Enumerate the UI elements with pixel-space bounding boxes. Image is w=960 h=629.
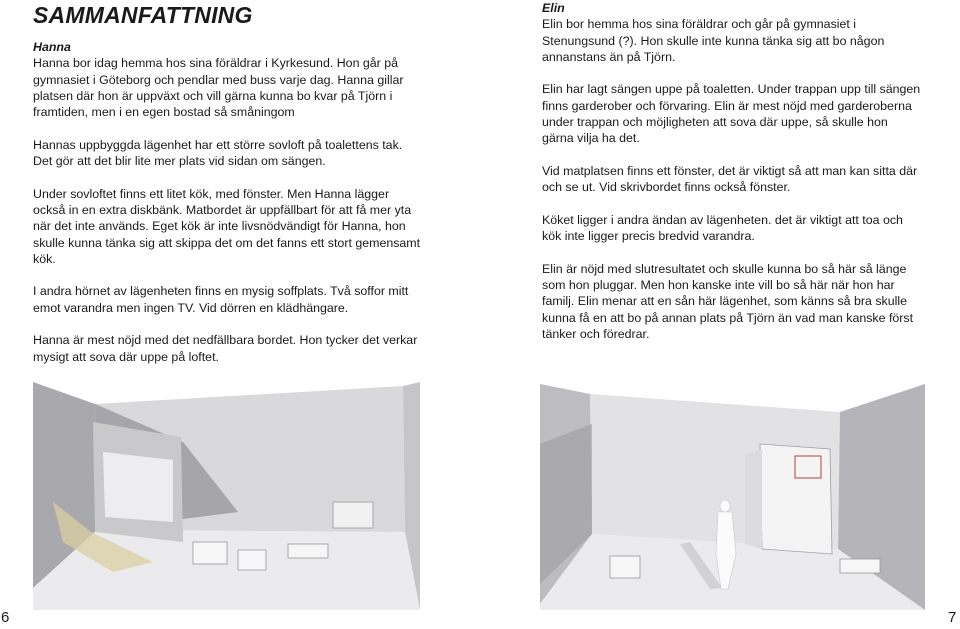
elin-paragraph-3: Vid matplatsen finns ett fönster, det är viktigt så att man kan sitta där och se ut. Vid skrivbordet finns också fönster. — [542, 163, 918, 195]
hanna-model-photo — [33, 382, 420, 610]
page-number-right: 7 — [948, 609, 957, 626]
hanna-section — [33, 39, 423, 381]
elin-section — [542, 0, 922, 359]
elin-paragraph-2: Elin har lagt sängen uppe på toaletten. Under trappan upp till sängen finns garderober och förvaring. Elin är mest nöjd med garderoberna under trappan och möjligheten att sova där uppe, så skulle hon gärna vilja ha det. — [542, 82, 921, 146]
page-number-left: 6 — [1, 609, 10, 626]
hanna-paragraph-4: I andra hörnet av lägenheten finns en mysig soffplats. Två soffor mitt emot varandra men ingen TV. Vid dörren en klädhängare. — [33, 284, 409, 315]
elin-paragraph-4: Köket ligger i andra ändan av lägenheten. det är viktigt att toa och kök inte ligger precis bredvid varandra. — [542, 212, 903, 244]
hanna-paragraph-3: Under sovloftet finns ett litet kök, med fönster. Men Hanna lägger också in en extra diskbänk. Matbordet är uppfällbart för att få mer yta när det inte används. Eget kök är inte livsnödvändigt för Hanna, hon skulle kunna tänka sig att skippa det om det fanns ett stort gemensamt kök. — [33, 186, 421, 266]
page-title: SAMMANFATTNING — [33, 2, 253, 28]
elin-name: Elin — [542, 1, 565, 15]
right-page — [480, 0, 960, 629]
hanna-paragraph-2: Hannas uppbyggda lägenhet har ett större sovloft på toalettens tak. Det gör att det blir lite mer plats vid sidan om sängen. — [33, 137, 403, 169]
hanna-paragraph-1: Hanna bor idag hemma hos sina föräldrar i Kyrkesund. Hon går på gymnasiet i Göteborg och pendlar med buss varje dag. Hanna gillar platsen där hon är uppväxt och vill gärna kunna bo kvar på Tjörn i framtiden, men i en egen bostad så småningom — [33, 56, 404, 120]
elin-paragraph-5: Elin är nöjd med slutresultatet och skulle kunna bo så här så länge som hon pluggar. Men hon kanske inte vill bo så här när hon har familj. Elin menar att en sån här lägenhet, som känns så bra skulle kunna få en att bo på annan plats på Tjörn än vad man kanske först tänker och föredrar. — [542, 261, 914, 341]
elin-paragraph-1: Elin bor hemma hos sina föräldrar och går på gymnasiet i Stenungsund (?). Hon skulle inte kunna tänka sig att bo någon annanstans än på Tjörn. — [542, 17, 885, 64]
hanna-name: Hanna — [33, 40, 71, 54]
hanna-paragraph-5: Hanna är mest nöjd med det nedfällbara bordet. Hon tycker det verkar mysigt att sova där uppe på loftet. — [33, 333, 418, 364]
elin-model-photo — [540, 384, 925, 610]
